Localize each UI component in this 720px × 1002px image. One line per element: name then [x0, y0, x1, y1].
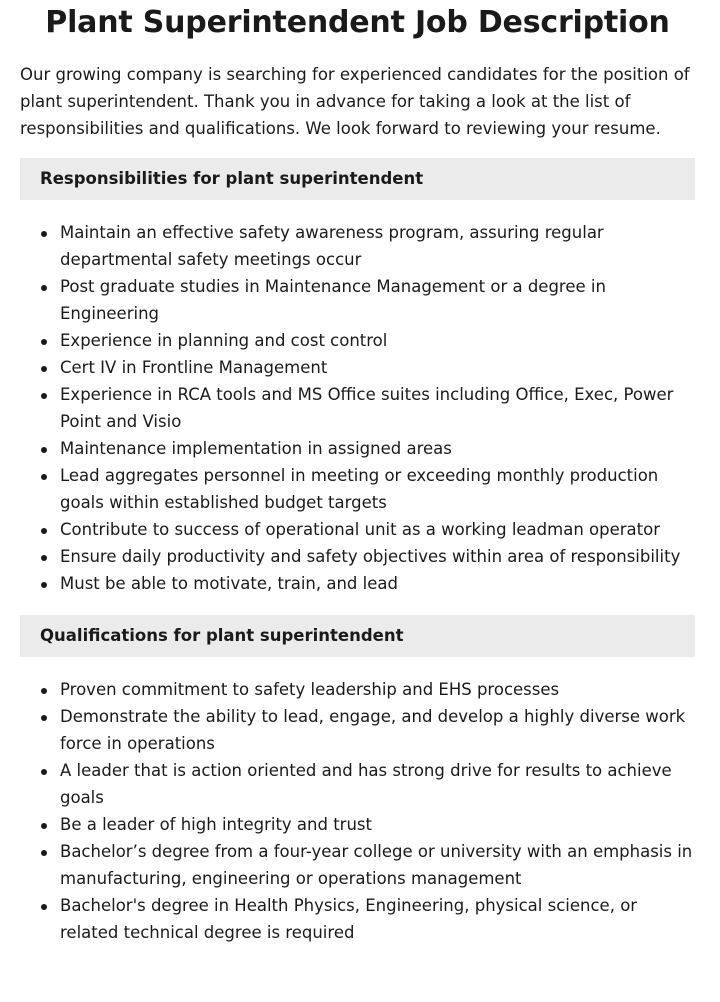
- bullet-icon: [41, 528, 47, 534]
- intro-paragraph: Our growing company is searching for experienced candidates for the position of plant superintendent. Thank you in advance for taking a look at the list of responsibilities and qualifications. We look forward to reviewing your resume.: [20, 65, 690, 138]
- list-item-text: Post graduate studies in Maintenance Management or a degree in Engineering: [60, 277, 606, 323]
- list-item: [20, 703, 695, 757]
- list-item-text: Experience in RCA tools and MS Office suites including Office, Exec, Power Point and Visio: [60, 385, 674, 431]
- list-item: [20, 273, 695, 327]
- list-item: [20, 381, 695, 435]
- list-item: [20, 543, 695, 570]
- list-item-text: Must be able to motivate, train, and lead: [60, 574, 398, 593]
- bullet-icon: [41, 823, 47, 829]
- qualifications-heading: Qualifications for plant superintendent: [20, 615, 695, 657]
- bullet-icon: [41, 769, 47, 775]
- list-item: [20, 435, 695, 462]
- list-item-text: Bachelor's degree in Health Physics, Engineering, physical science, or related technical degree is required: [60, 896, 638, 942]
- list-item-text: Experience in planning and cost control: [60, 331, 388, 350]
- list-item-text: Maintenance implementation in assigned areas: [60, 439, 452, 458]
- list-item-text: Ensure daily productivity and safety objectives within area of responsibility: [60, 547, 681, 566]
- list-item: [20, 892, 695, 946]
- list-item-text: Bachelor’s degree from a four-year college or university with an emphasis in manufacturing, engineering or operations management: [60, 842, 693, 888]
- bullet-icon: [41, 474, 47, 480]
- list-item-text: Contribute to success of operational unit as a working leadman operator: [60, 520, 660, 539]
- bullet-icon: [41, 555, 47, 561]
- bullet-icon: [41, 231, 47, 237]
- list-item: [20, 219, 695, 273]
- bullet-icon: [41, 285, 47, 291]
- list-item-text: A leader that is action oriented and has strong drive for results to achieve goals: [60, 761, 672, 807]
- bullet-icon: [41, 447, 47, 453]
- list-item: [20, 354, 695, 381]
- responsibilities-heading: Responsibilities for plant superintendent: [20, 158, 695, 200]
- bullet-icon: [41, 582, 47, 588]
- list-item: [20, 811, 695, 838]
- page-title: Plant Superintendent Job Description: [45, 5, 670, 40]
- list-item: [20, 327, 695, 354]
- list-item-text: Demonstrate the ability to lead, engage, and develop a highly diverse work force in operations: [60, 707, 686, 753]
- bullet-icon: [41, 393, 47, 399]
- list-item: [20, 676, 695, 703]
- list-item: [20, 462, 695, 516]
- list-item: [20, 516, 695, 543]
- bullet-icon: [41, 366, 47, 372]
- bullet-icon: [41, 850, 47, 856]
- responsibilities-list: [20, 219, 695, 597]
- bullet-icon: [41, 715, 47, 721]
- list-item-text: Be a leader of high integrity and trust: [60, 815, 372, 834]
- list-item-text: Cert IV in Frontline Management: [60, 358, 328, 377]
- list-item: [20, 838, 695, 892]
- bullet-icon: [41, 904, 47, 910]
- list-item-text: Lead aggregates personnel in meeting or exceeding monthly production goals within established budget targets: [60, 466, 659, 512]
- list-item-text: Maintain an effective safety awareness program, assuring regular departmental safety meetings occur: [60, 223, 604, 269]
- bullet-icon: [41, 339, 47, 345]
- list-item-text: Proven commitment to safety leadership and EHS processes: [60, 680, 560, 699]
- qualifications-list: [20, 676, 695, 946]
- list-item: [20, 570, 695, 597]
- bullet-icon: [41, 688, 47, 694]
- list-item: [20, 757, 695, 811]
